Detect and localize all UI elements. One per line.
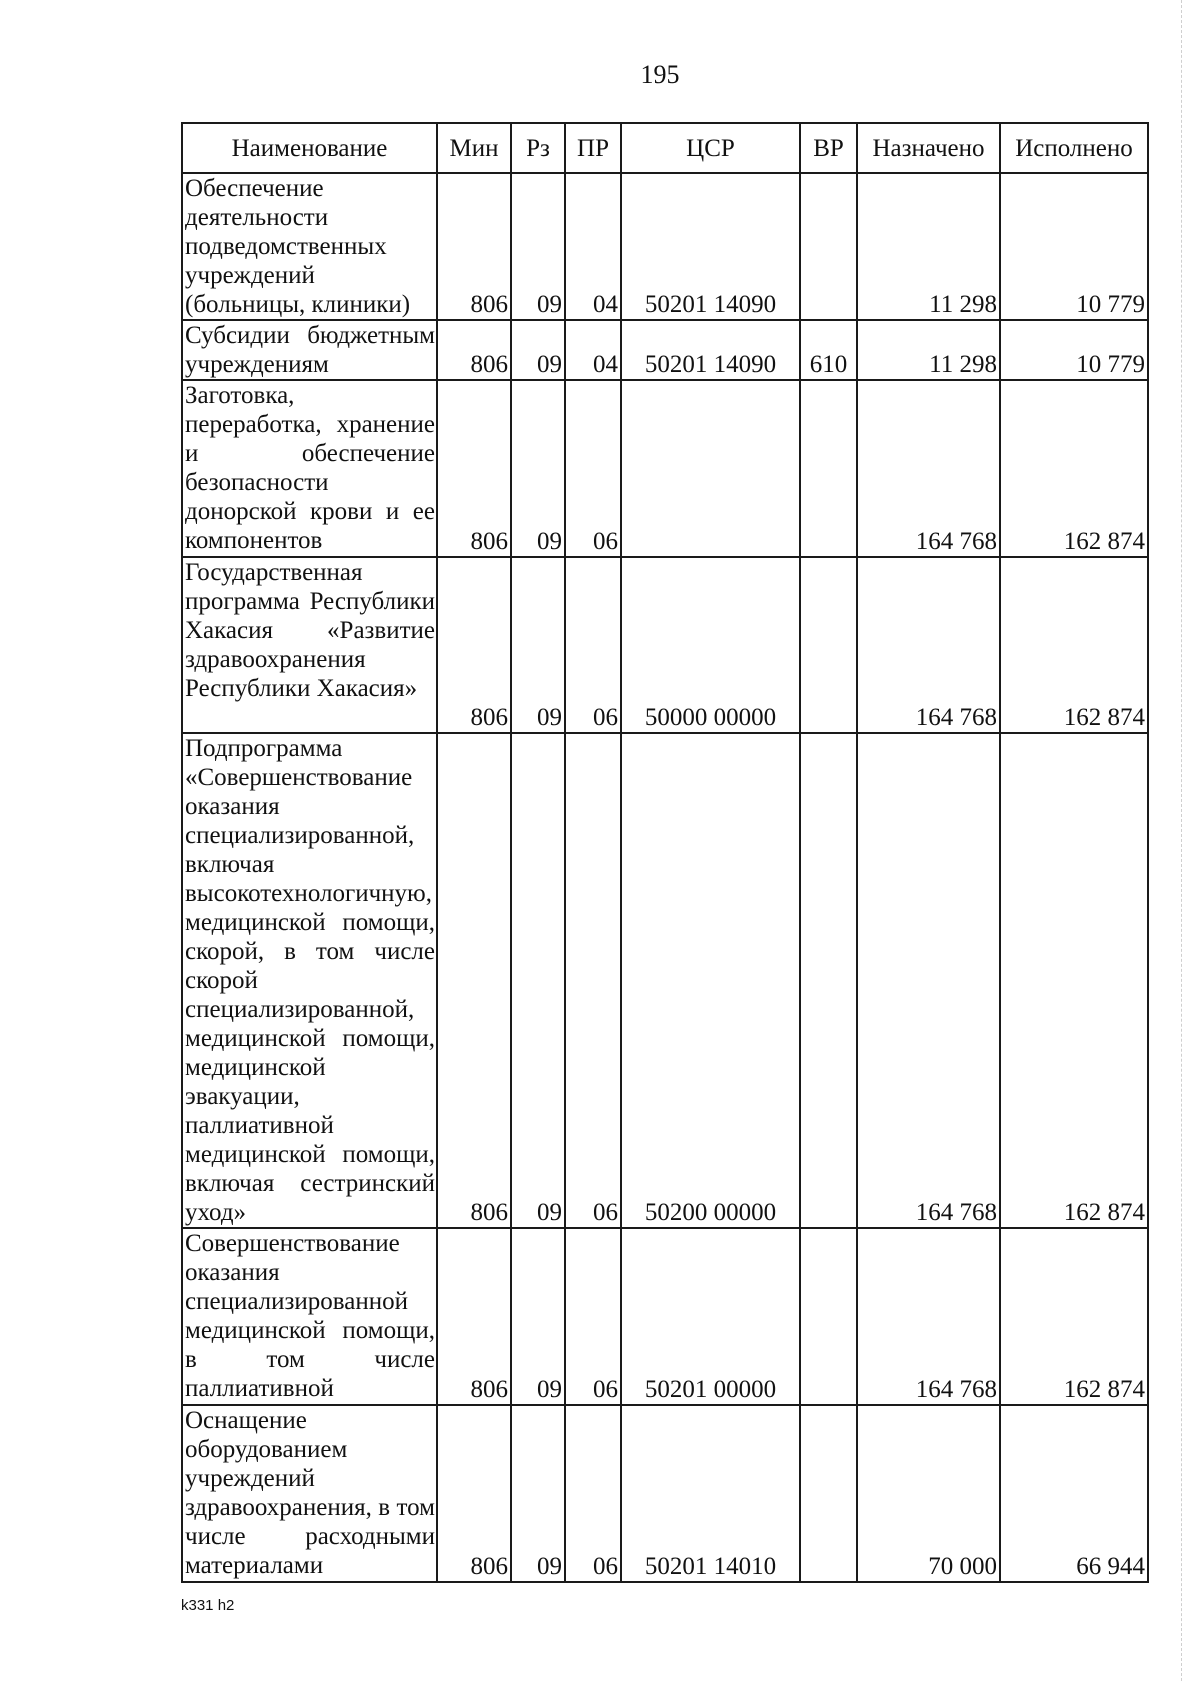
row-assigned: 164 768 <box>857 733 1000 1228</box>
row-csr: 50201 14010 <box>621 1405 800 1582</box>
row-pr: 04 <box>565 173 621 320</box>
row-min: 806 <box>437 320 511 380</box>
footer-code: k331 h2 <box>181 1597 235 1614</box>
row-min: 806 <box>437 1228 511 1405</box>
row-min: 806 <box>437 557 511 733</box>
row-assigned: 164 768 <box>857 380 1000 557</box>
row-name: Государственная программа Республики Хакасия «Развитие здравоохранения Республики Хакасия» <box>182 557 437 733</box>
row-rz: 09 <box>511 380 565 557</box>
table-row <box>182 173 1148 320</box>
row-min: 806 <box>437 1405 511 1582</box>
header-csr: ЦСР <box>621 123 800 173</box>
row-pr: 06 <box>565 1228 621 1405</box>
row-executed: 10 779 <box>1000 173 1148 320</box>
row-rz: 09 <box>511 320 565 380</box>
table-row <box>182 1228 1148 1405</box>
row-assigned: 11 298 <box>857 173 1000 320</box>
table-header-row <box>182 123 1148 173</box>
table-row <box>182 733 1148 1228</box>
header-min: Мин <box>437 123 511 173</box>
table-row <box>182 1405 1148 1582</box>
budget-table <box>181 122 1149 1583</box>
row-min: 806 <box>437 733 511 1228</box>
row-vr: 610 <box>800 320 857 380</box>
row-assigned: 164 768 <box>857 1228 1000 1405</box>
row-name: Заготовка, переработка, хранение и обеспечение безопасности донорской крови и ее компонентов <box>182 380 437 557</box>
row-pr: 06 <box>565 557 621 733</box>
row-min: 806 <box>437 380 511 557</box>
row-pr: 06 <box>565 733 621 1228</box>
row-name: Обеспечение деятельности подведомственных учреждений (больницы, клиники) <box>182 173 437 320</box>
row-rz: 09 <box>511 733 565 1228</box>
scan-edge-mark <box>1180 0 1182 1681</box>
header-rz: Рз <box>511 123 565 173</box>
row-csr <box>621 380 800 557</box>
row-rz: 09 <box>511 557 565 733</box>
row-assigned: 11 298 <box>857 320 1000 380</box>
table-row <box>182 320 1148 380</box>
row-csr: 50201 00000 <box>621 1228 800 1405</box>
row-name: Оснащение оборудованием учреждений здравоохранения, в том числе расходными материалами <box>182 1405 437 1582</box>
row-pr: 06 <box>565 380 621 557</box>
row-assigned: 164 768 <box>857 557 1000 733</box>
row-vr <box>800 380 857 557</box>
table-row <box>182 380 1148 557</box>
row-csr: 50201 14090 <box>621 320 800 380</box>
row-assigned: 70 000 <box>857 1405 1000 1582</box>
row-executed: 162 874 <box>1000 733 1148 1228</box>
row-rz: 09 <box>511 1405 565 1582</box>
header-vr: ВР <box>800 123 857 173</box>
row-rz: 09 <box>511 1228 565 1405</box>
row-pr: 06 <box>565 1405 621 1582</box>
page-number: 195 <box>640 60 680 89</box>
row-executed: 66 944 <box>1000 1405 1148 1582</box>
header-pr: ПР <box>565 123 621 173</box>
row-executed: 162 874 <box>1000 557 1148 733</box>
header-executed: Исполнено <box>1000 123 1148 173</box>
row-csr: 50200 00000 <box>621 733 800 1228</box>
row-pr: 04 <box>565 320 621 380</box>
row-csr: 50000 00000 <box>621 557 800 733</box>
header-name: Наименование <box>182 123 437 173</box>
row-executed: 10 779 <box>1000 320 1148 380</box>
row-name: Подпрограмма «Совершенствование оказания специализированной, включая высокотехнологичную, медицинской помощи, скорой, в том числе скорой специализированной, медицинской помощи, медицинской эвакуации, паллиативной медицинской помощи, включая сестринский уход» <box>182 733 437 1228</box>
row-name: Субсидии бюджетным учреждениям <box>182 320 437 380</box>
row-vr <box>800 733 857 1228</box>
table-row <box>182 557 1148 733</box>
row-vr <box>800 1405 857 1582</box>
row-name: Совершенствование оказания специализированной медицинской помощи, в том числе паллиативной <box>182 1228 437 1405</box>
header-assigned: Назначено <box>857 123 1000 173</box>
row-executed: 162 874 <box>1000 380 1148 557</box>
row-min: 806 <box>437 173 511 320</box>
row-vr <box>800 557 857 733</box>
row-vr <box>800 173 857 320</box>
row-rz: 09 <box>511 173 565 320</box>
row-vr <box>800 1228 857 1405</box>
row-executed: 162 874 <box>1000 1228 1148 1405</box>
row-csr: 50201 14090 <box>621 173 800 320</box>
